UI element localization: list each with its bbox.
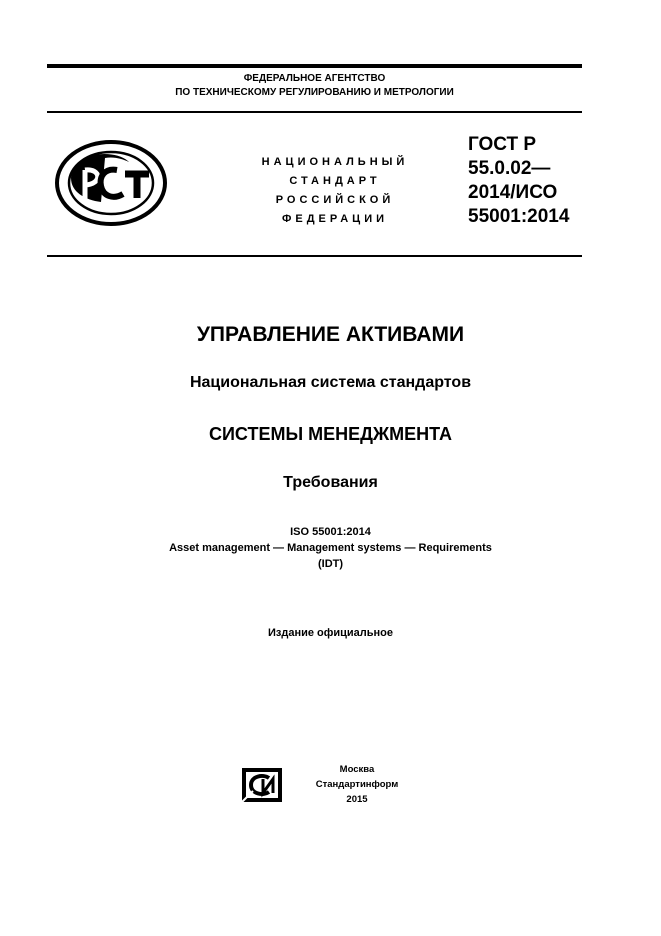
- publisher-city: Москва: [339, 764, 375, 775]
- iso-title: Asset management — Management systems — Requirements: [169, 542, 492, 554]
- standartinform-logo-icon: [241, 767, 283, 803]
- subtitle-management: СИСТЕМЫ МЕНЕДЖМЕНТА: [208, 424, 453, 444]
- publisher-name: Стандартинформ: [315, 779, 399, 790]
- document-title: УПРАВЛЕНИЕ АКТИВАМИ: [196, 323, 465, 346]
- bottom-rule: [47, 255, 582, 257]
- gost-line-2: 55.0.02—: [468, 158, 551, 179]
- subtitle-system: Национальная система стандартов: [189, 374, 472, 391]
- gost-line-4: 55001:2014: [468, 206, 570, 227]
- gost-line-1: ГОСТ Р: [468, 134, 537, 155]
- publisher-info: [296, 762, 418, 807]
- subtitle-requirements: Требования: [283, 474, 378, 491]
- iso-reference: [47, 524, 614, 572]
- gost-logo-icon: [55, 140, 167, 226]
- natstd-line-4: ФЕДЕРАЦИИ: [281, 213, 389, 225]
- agency-line-1: ФЕДЕРАЛЬНОЕ АГЕНТСТВО: [243, 73, 386, 84]
- natstd-line-3: РОССИЙСКОЙ: [275, 194, 395, 206]
- agency-header: [47, 72, 582, 100]
- agency-line-2: ПО ТЕХНИЧЕСКОМУ РЕГУЛИРОВАНИЮ И МЕТРОЛОГИИ: [175, 87, 454, 98]
- national-standard-label: [230, 153, 440, 229]
- publisher-year: 2015: [346, 794, 368, 805]
- gost-designation: [468, 133, 588, 229]
- gost-line-3: 2014/ИСО: [468, 182, 558, 203]
- top-rule: [47, 64, 582, 68]
- natstd-line-2: СТАНДАРТ: [289, 175, 381, 187]
- edition-label: Издание официальное: [267, 627, 394, 639]
- natstd-line-1: НАЦИОНАЛЬНЫЙ: [261, 156, 409, 168]
- iso-number: ISO 55001:2014: [290, 526, 371, 538]
- middle-rule: [47, 111, 582, 113]
- iso-equivalence: (IDT): [317, 558, 344, 570]
